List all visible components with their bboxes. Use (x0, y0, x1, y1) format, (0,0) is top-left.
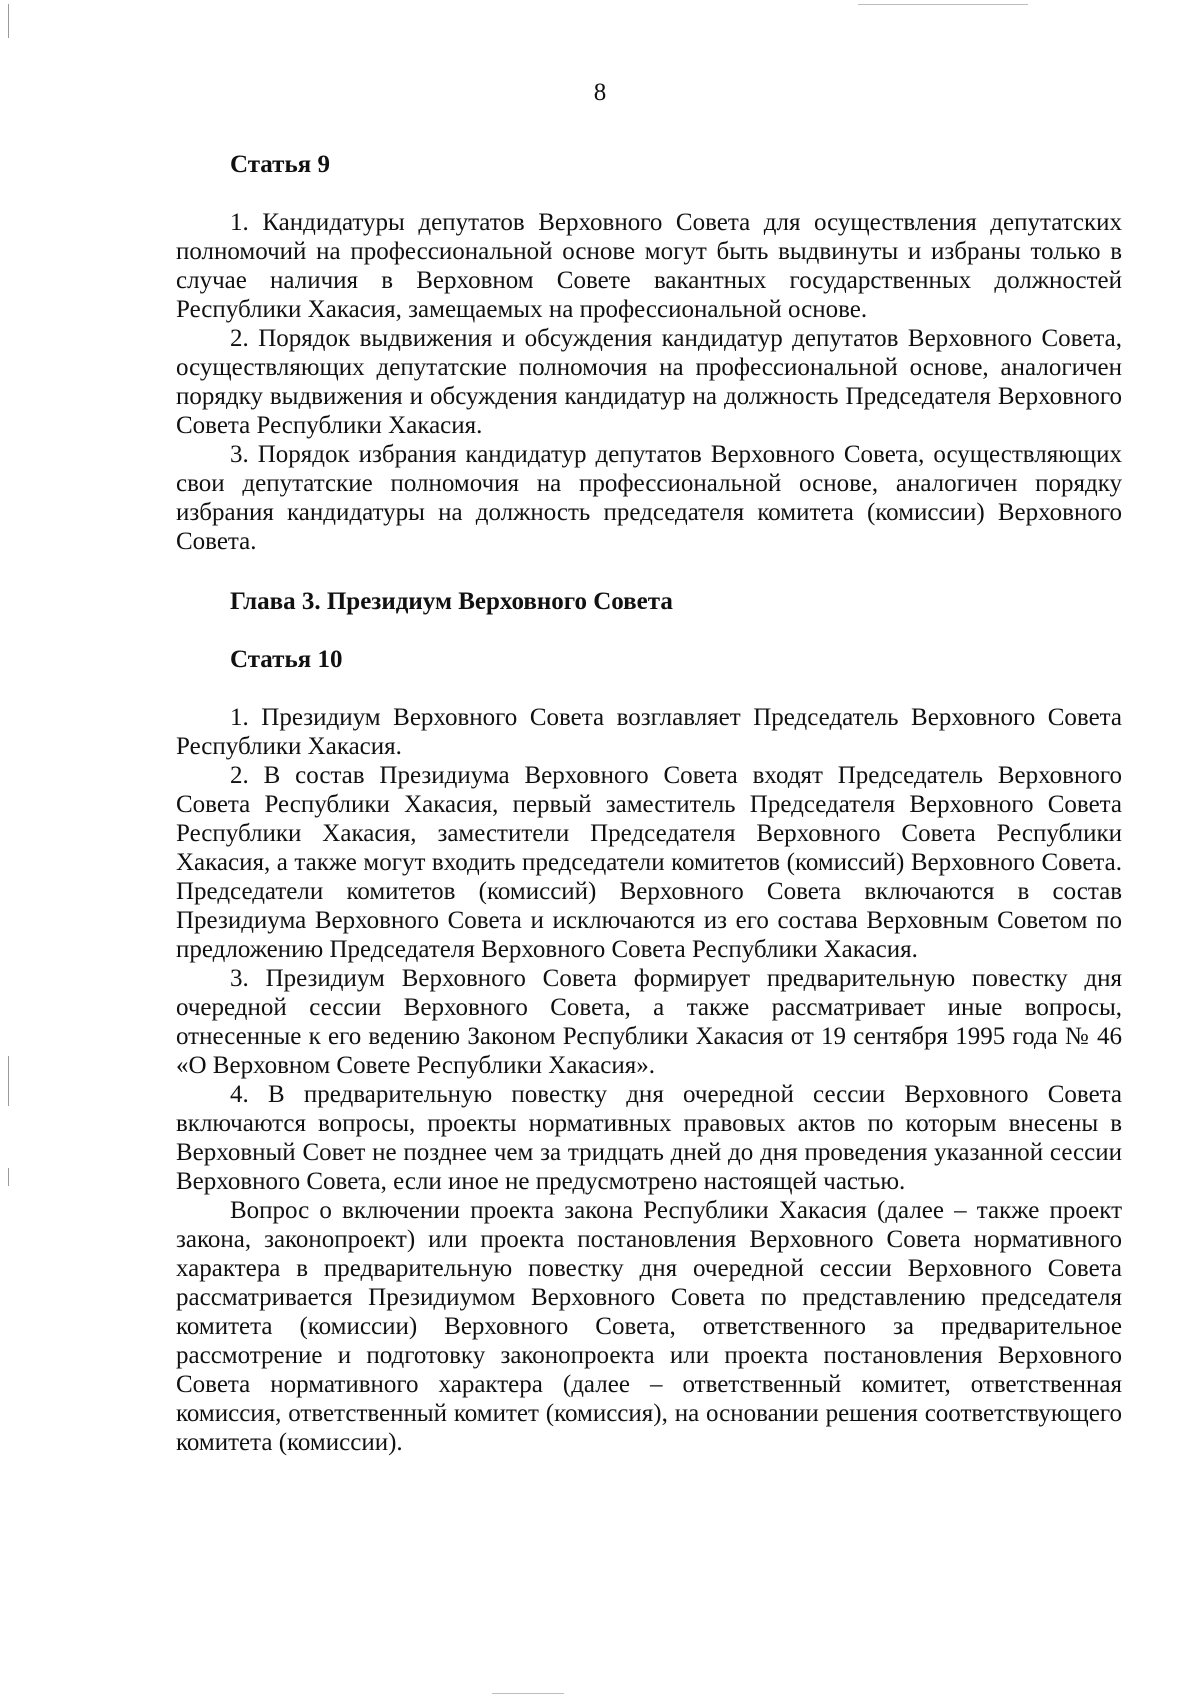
article-10-paragraph-2: 2. В состав Президиума Верховного Совета входят Председатель Верховного Совета Республики Хакасия, первый заместитель Председателя Верховного Совета Республики Хакасия, заместители Председателя Верховного Совета Республики Хакасия, а также могут входить председатели комитетов (комиссий) Верховного Совета. Председатели комитетов (комиссий) Верховного Совета включаются в состав Президиума Верховного Совета и исключаются из его состава Верховным Советом по предложению Председателя Верховного Совета Республики Хакасия. (176, 762, 1122, 963)
article-10-paragraph-4: 4. В предварительную повестку дня очередной сессии Верховного Совета включаются вопросы, проекты нормативных правовых актов по которым внесены в Верховный Совет не позднее чем за тридцать дней до дня проведения указанной сессии Верховного Совета, если иное не предусмотрено настоящей частью. (176, 1081, 1122, 1195)
chapter-3-heading: Глава 3. Президиум Верховного Совета (230, 588, 673, 615)
scan-line-bottom (492, 1693, 564, 1694)
article-10-paragraph-5: Вопрос о включении проекта закона Республики Хакасия (далее – также проект закона, законопроект) или проекта постановления Верховного Совета нормативного характера в предварительную повестку дня очередной сессии Верховного Совета рассматривается Президиумом Верховного Совета по представлению председателя комитета (комиссии) Верховного Совета, ответственного за предварительное рассмотрение и подготовку законопроекта или проекта постановления Верховного Совета нормативного характера (далее – ответственный комитет, ответственная комиссия, ответственный комитет (комиссия), на основании решения соответствующего комитета (комиссии). (176, 1197, 1122, 1456)
article-10-paragraph-1: 1. Президиум Верховного Совета возглавляет Председатель Верховного Совета Республики Хакасия. (176, 704, 1122, 760)
article-9-paragraph-2: 2. Порядок выдвижения и обсуждения кандидатур депутатов Верховного Совета, осуществляющих депутатские полномочия на профессиональной основе, аналогичен порядку выдвижения и обсуждения кандидатур на должность Председателя Верховного Совета Республики Хакасия. (176, 325, 1122, 439)
scan-line-top (858, 4, 1028, 5)
article-9-paragraph-1: 1. Кандидатуры депутатов Верховного Совета для осуществления депутатских полномочий на профессиональной основе могут быть выдвинуты и избраны только в случае наличия в Верховном Совете вакантных государственных должностей Республики Хакасия, замещаемых на профессиональной основе. (176, 209, 1122, 323)
article-9-paragraph-3: 3. Порядок избрания кандидатур депутатов Верховного Совета, осуществляющих свои депутатские полномочия на профессиональной основе, аналогичен порядку избрания кандидатуры на должность председателя комитета (комиссии) Верховного Совета. (176, 441, 1122, 555)
article-10-heading: Статья 10 (230, 646, 343, 673)
scan-edge-mark-lower (8, 1168, 9, 1186)
article-10-paragraph-3: 3. Президиум Верховного Совета формирует предварительную повестку дня очередной сессии Верховного Совета, а также рассматривает иные вопросы, отнесенные к его ведению Законом Республики Хакасия от 19 сентября 1995 года № 46 «О Верховном Совете Республики Хакасия». (176, 965, 1122, 1079)
scan-edge-mark-middle (8, 1056, 9, 1106)
article-9-heading: Статья 9 (230, 151, 330, 178)
scan-edge-mark-top (8, 4, 9, 38)
document-body (176, 150, 1122, 1457)
page-number: 8 (593, 79, 607, 106)
